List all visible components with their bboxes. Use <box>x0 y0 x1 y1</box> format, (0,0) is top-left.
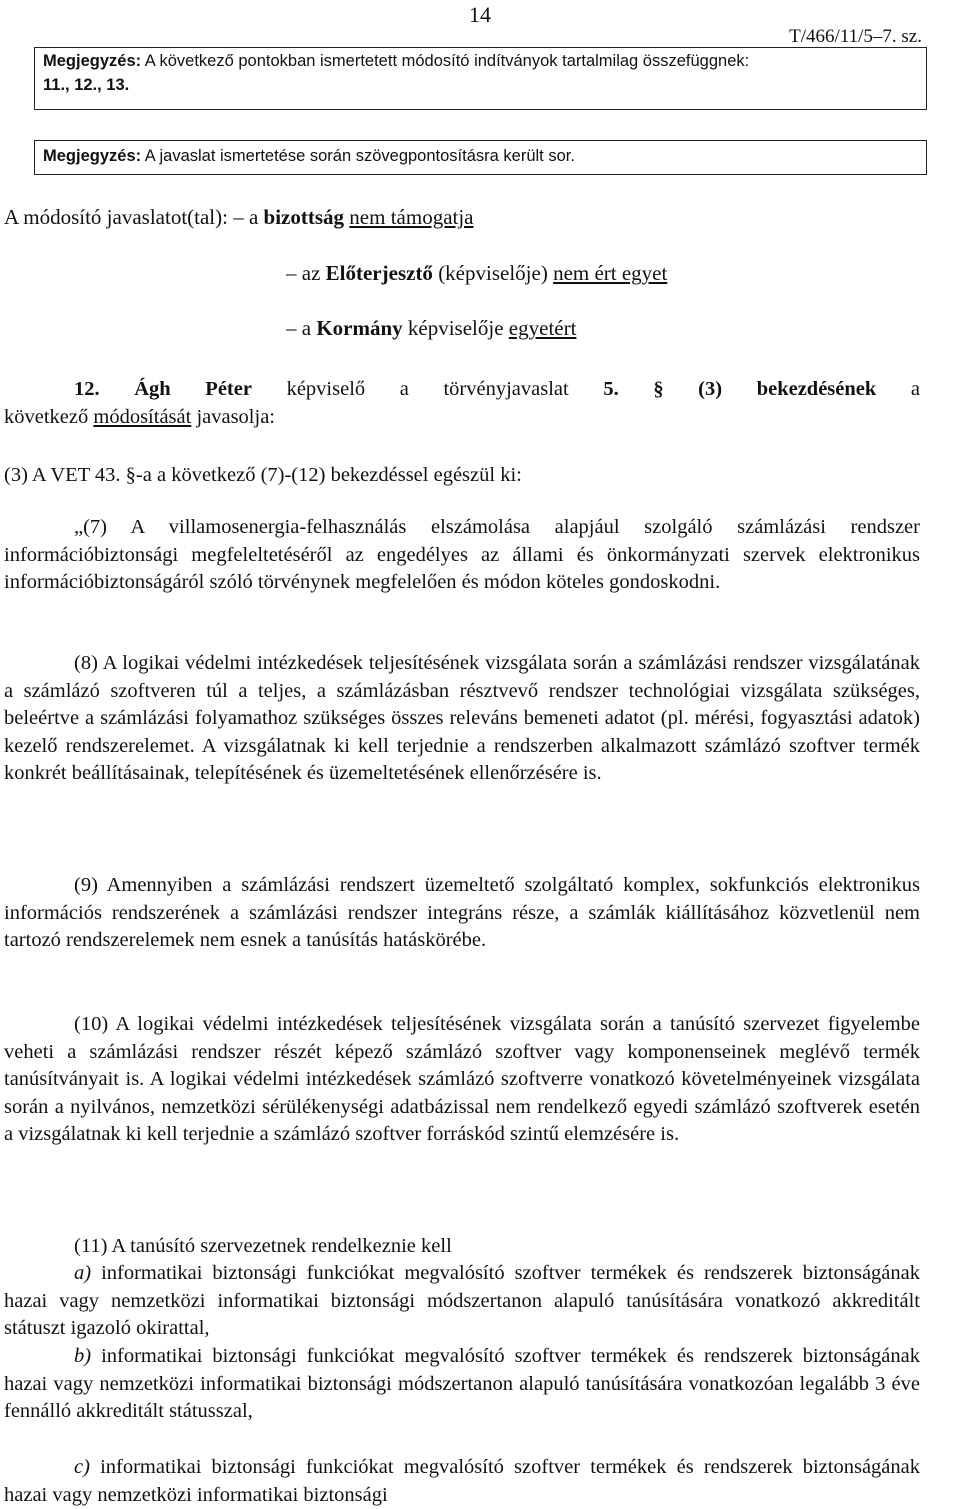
paragraph-8: (8) A logikai védelmi intézkedések teljesítésének vizsgálata során a számlázási rendszer vizsgálatának a számlázó szoftveren túl a teljes, a számlázásban résztvevő rendszer technológiai vizsgálata szükséges, beleértve a számlázási folyamathoz szükséges összes releváns bemeneti adatot (pl. mérési, fogyasztási adatok) kezelő rendszerelemet. A vizsgálatnak ki kell terjednie a rendszerben alkalmazott számlázó szoftver termék konkrét beállításainak, telepítésének és üzemeltetésének ellenőrzésére is. <box>4 652 920 785</box>
paragraph-11b <box>4 1343 920 1426</box>
amendment-line2-u: módosítását <box>93 405 192 428</box>
stance-gov-status: egyetért <box>508 316 577 340</box>
amendment-line2-end: javasolja: <box>191 405 275 428</box>
paragraph-7: „(7) A villamosenergia-felhasználás elszámolása alapjául szolgáló számlázási rendszer információbiztonsági megfeleltetéséről az engedélyes az állami és önkormányzati szervek elektronikus információbiztonságáról szóló törvénynek megfelelően és módon köteles gondoskodni. <box>4 516 920 594</box>
item-label: a) <box>74 1262 92 1284</box>
note-box-text-clarification <box>34 140 927 175</box>
amendment-intro-line: (3) A VET 43. §-a a következő (7)-(12) bekezdéssel egészül ki: <box>4 464 522 486</box>
amendment-section: 5. § (3) bekezdésének <box>603 378 877 400</box>
stance-gov-name: Kormány <box>316 316 403 340</box>
item-label: b) <box>74 1345 92 1367</box>
item-label: c) <box>74 1456 90 1478</box>
stance-committee <box>4 205 474 230</box>
note-label: Megjegyzés: <box>43 52 142 70</box>
item-text: informatikai biztonsági funkciókat megvalósító szoftver termékek és rendszerek biztonságának hazai vagy nemzetközi informatikai biztonsági módszertanon alapuló tanúsítására vonatkozó akkreditált státuszt igazoló okirattal, <box>4 1262 920 1340</box>
paragraph-11c <box>4 1454 920 1509</box>
stance-proposer-status: nem ért egyet <box>553 261 668 285</box>
amendment-author: Ágh Péter <box>99 378 252 400</box>
item-text: informatikai biztonsági funkciókat megvalósító szoftver termékek és rendszerek biztonságának hazai vagy nemzetközi informatikai biztonsági <box>4 1456 920 1506</box>
note-box-related-amendments <box>34 47 927 110</box>
stance-gov-mid: képviselője <box>402 316 509 340</box>
stance-gov-prefix: – a <box>286 316 317 340</box>
stance-proposer-name: Előterjesztő <box>325 261 433 285</box>
stance-committee-name: bizottság <box>263 205 345 229</box>
note-text: A javaslat ismertetése során szövegpontosításra került sor. <box>141 147 575 165</box>
stance-government <box>286 316 576 341</box>
paragraph-9: (9) Amennyiben a számlázási rendszert üzemeltető szolgáltató komplex, sokfunkciós elektronikus információs rendszerének a számlázási rendszer integráns része, a számlák kiállításához közvetlenül nem tartozó rendszerelemek nem esnek a tanúsítás hatáskörébe. <box>4 874 920 952</box>
amendment-line2 <box>4 404 920 432</box>
stance-committee-status: nem támogatja <box>349 205 474 229</box>
amendment-line2-pre: következő <box>4 405 94 428</box>
note-refs: 11., 12., 13. <box>43 75 130 94</box>
document-reference: T/466/11/5–7. sz. <box>789 26 922 47</box>
amendment-line1 <box>4 376 920 404</box>
stance-intro: A módosító javaslatot(tal): – a <box>4 205 264 229</box>
item-text: informatikai biztonsági funkciókat megvalósító szoftver termékek és rendszerek biztonságának hazai vagy nemzetközi informatikai biztonsági módszertanon alapuló tanúsítására vonatkozóan legalább 3 éve fennálló akkreditált státusszal, <box>4 1345 920 1423</box>
note-label: Megjegyzés: <box>43 147 142 165</box>
paragraph-11-intro: (11) A tanúsító szervezetnek rendelkeznie kell <box>74 1235 452 1257</box>
page-number: 14 <box>469 2 491 27</box>
amendment-number: 12. <box>74 378 100 400</box>
amendment-header <box>4 376 920 431</box>
note-text: A következő pontokban ismertetett módosító indítványok tartalmilag összefüggnek: <box>141 52 750 70</box>
stance-proposer-mid: (képviselője) <box>432 261 554 285</box>
amendment-line1-end: a <box>876 378 920 400</box>
amendment-line1-mid: képviselő a törvényjavaslat <box>251 378 604 400</box>
stance-proposer-prefix: – az <box>286 261 326 285</box>
paragraph-10: (10) A logikai védelmi intézkedések teljesítésének vizsgálata során a tanúsító szervezet figyelembe veheti a számlázási rendszer részét képező számlázó szoftver vagy komponenseinek meglévő termék tanúsítványait is. A logikai védelmi intézkedések számlázó szoftverre vonatkozó követelményeinek vizsgálata során a nyilvános, nemzetközi sérülékenységi adatbázissal nem rendelkező egyedi számlázó szoftverek esetén a vizsgálatnak ki kell terjednie a számlázó szoftver forráskód szintű elemzésére is. <box>4 1013 920 1146</box>
paragraph-11a <box>4 1260 920 1343</box>
stance-proposer <box>286 261 667 286</box>
note-line <box>43 50 918 74</box>
